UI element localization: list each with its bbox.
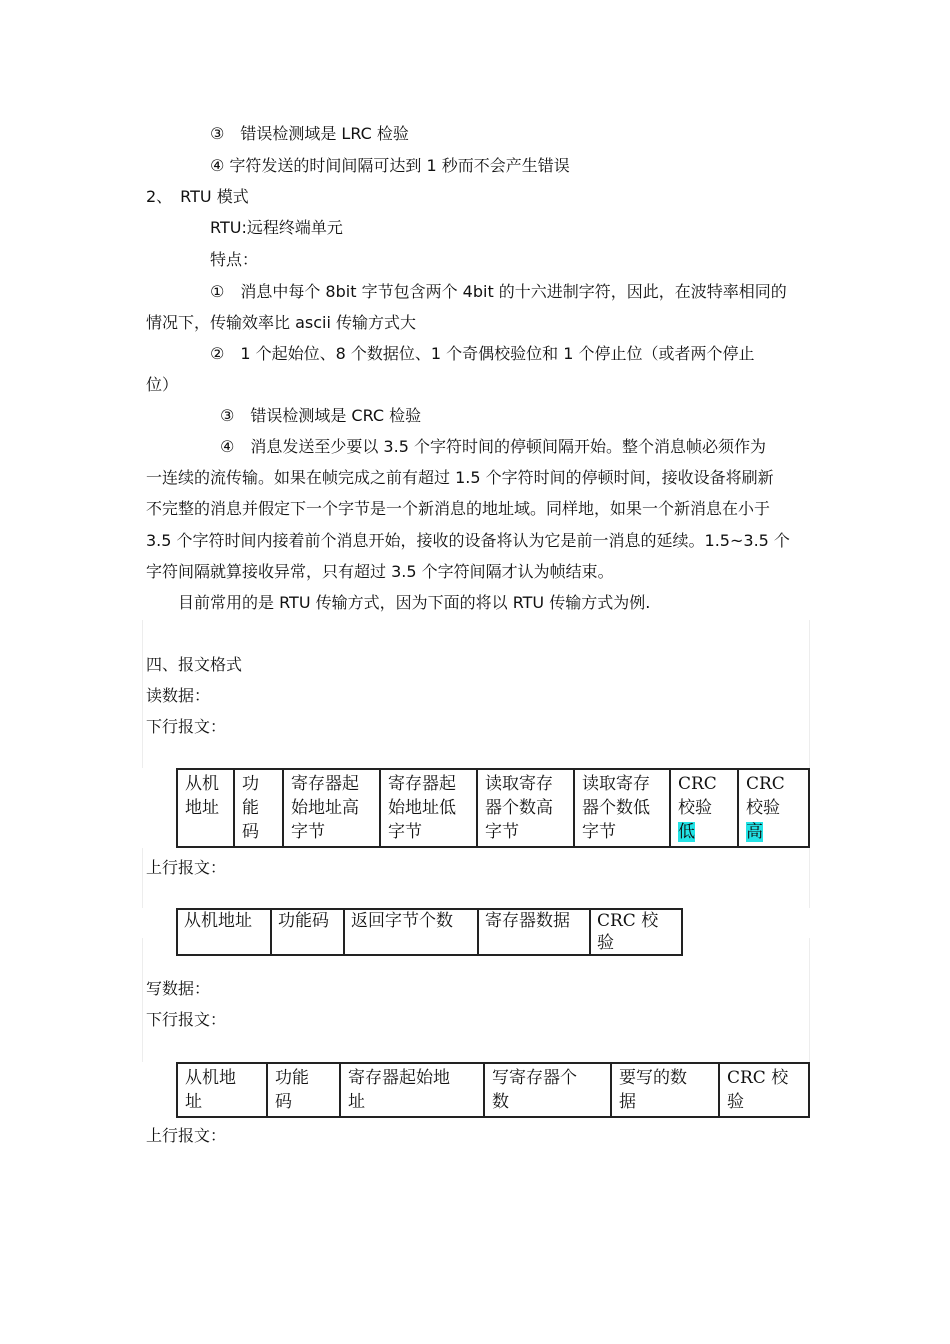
cell-start-address-low: 寄存器起 始地址低 字节	[380, 769, 477, 847]
feature-2-line-2: 位）	[146, 375, 179, 394]
cell-write-data: 要写的数 据	[611, 1063, 719, 1117]
cell-slave-address: 从机 地址	[177, 769, 234, 847]
cell-function-code: 功能 码	[267, 1063, 340, 1117]
read-uplink-table	[176, 908, 683, 956]
write-downlink-table	[176, 1062, 810, 1118]
cell-register-count-high: 读取寄存 器个数高 字节	[477, 769, 574, 847]
cell-register-count-low: 读取寄存 器个数低 字节	[574, 769, 670, 847]
cell-start-address: 寄存器起始地 址	[340, 1063, 484, 1117]
rtu-summary: 目前常用的是 RTU 传输方式，因为下面的将以 RTU 传输方式为例.	[178, 593, 651, 612]
read-downlink-table	[176, 768, 810, 848]
table-row	[177, 1063, 809, 1117]
feature-4-line-5: 字符间隔就算接收异常，只有超过 3.5 个字符间隔才认为帧结束。	[146, 562, 614, 581]
rtu-heading: 2、 RTU 模式	[146, 187, 249, 206]
feature-4-line-4: 3.5 个字符时间内接着前个消息开始，接收的设备将认为它是前一消息的延续。1.5~3.5 个	[146, 531, 790, 550]
cell-crc: CRC 校验	[590, 909, 682, 955]
table-row	[177, 909, 682, 955]
features-label: 特点：	[210, 250, 259, 269]
feature-4-line-1: ④ 消息发送至少要以 3.5 个字符时间的停顿间隔开始。整个消息帧必须作为	[220, 437, 766, 456]
read-down-label: 下行报文：	[146, 717, 227, 736]
cell-crc-low: CRC 校验 低	[670, 769, 738, 847]
read-label: 读数据：	[146, 686, 211, 705]
frame-read-header	[142, 620, 810, 768]
cell-byte-count: 返回字节个数	[344, 909, 478, 955]
ascii-item-3: ③ 错误检测域是 LRC 检验	[210, 124, 409, 143]
rtu-definition: RTU:远程终端单元	[210, 218, 343, 237]
highlight-high: 高	[746, 822, 763, 842]
cell-function-code: 功能码	[271, 909, 344, 955]
cell-register-count: 写寄存器个 数	[484, 1063, 611, 1117]
cell-crc-high: CRC 校验 高	[738, 769, 809, 847]
highlight-low: 低	[678, 822, 695, 842]
feature-3: ③ 错误检测域是 CRC 检验	[220, 406, 422, 425]
format-heading: 四、报文格式	[146, 655, 243, 674]
table-row	[177, 769, 809, 847]
feature-4-line-2: 一连续的流传输。如果在帧完成之前有超过 1.5 个字符时间的停顿时间，接收设备将刷新	[146, 468, 774, 487]
cell-register-data: 寄存器数据	[478, 909, 590, 955]
read-up-label: 上行报文：	[146, 858, 227, 877]
cell-function-code: 功 能 码	[234, 769, 283, 847]
cell-crc: CRC 校 验	[719, 1063, 809, 1117]
cell-slave-address: 从机地址	[177, 909, 271, 955]
cell-start-address-high: 寄存器起 始地址高 字节	[283, 769, 380, 847]
feature-1-line-1: ① 消息中每个 8bit 字节包含两个 4bit 的十六进制字符，因此，在波特率相同的	[210, 282, 787, 301]
cell-slave-address: 从机地 址	[177, 1063, 267, 1117]
write-down-label: 下行报文：	[146, 1010, 227, 1029]
frame-read-up	[142, 848, 810, 908]
ascii-item-4: ④ 字符发送的时间间隔可达到 1 秒而不会产生错误	[210, 156, 570, 175]
feature-1-line-2: 情况下，传输效率比 ascii 传输方式大	[146, 313, 417, 332]
feature-4-line-3: 不完整的消息并假定下一个字节是一个新消息的地址域。同样地，如果一个新消息在小于	[146, 499, 771, 518]
feature-2-line-1: ② 1 个起始位、8 个数据位、1 个奇偶校验位和 1 个停止位（或者两个停止	[210, 344, 755, 363]
write-up-label: 上行报文：	[146, 1126, 227, 1145]
write-label: 写数据：	[146, 979, 211, 998]
frame-write-header	[142, 938, 810, 1062]
